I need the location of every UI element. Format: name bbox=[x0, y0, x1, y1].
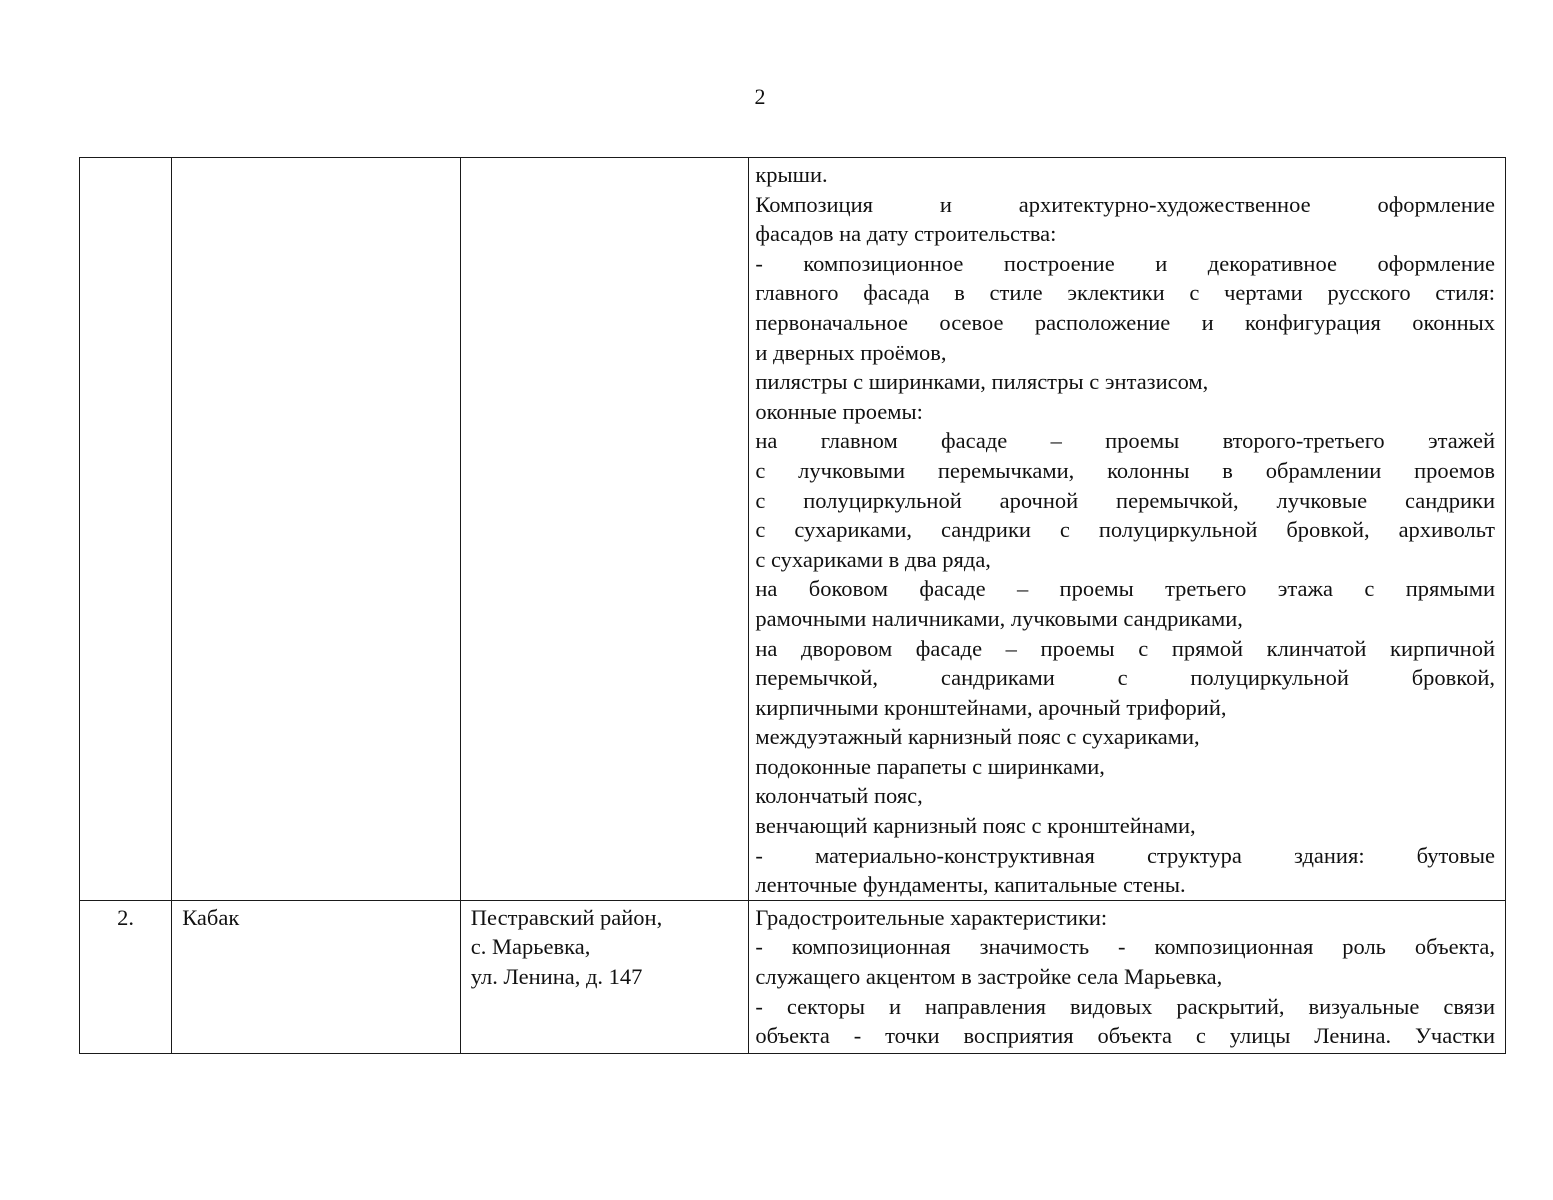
description-line: на боковом фасаде – проемы третьего этажа с прямыми bbox=[755, 576, 1495, 602]
description-line: на главном фасаде – проемы второго-третьего этажей bbox=[755, 428, 1495, 454]
row-number-cell: 2. bbox=[80, 900, 172, 1053]
address-line: ул. Ленина, д. 147 bbox=[470, 964, 643, 990]
description-line: крыши. bbox=[755, 162, 828, 187]
description-line: венчающий карнизный пояс с кронштейнами, bbox=[755, 813, 1196, 839]
address-cell bbox=[460, 158, 749, 901]
description-line: - секторы и направления видовых раскрытий, визуальные связи bbox=[755, 993, 1495, 1019]
table-row bbox=[80, 900, 1506, 1053]
description-line: колончатый пояс, bbox=[755, 783, 923, 809]
description-line: и дверных проёмов, bbox=[755, 339, 947, 365]
description-line: с лучковыми перемычками, колонны в обрамлении проемов bbox=[755, 457, 1495, 483]
row-number-cell bbox=[80, 158, 172, 901]
description-line: фасадов на дату строительства: bbox=[755, 221, 1057, 247]
description-line: ленточные фундаменты, капитальные стены. bbox=[755, 872, 1186, 898]
description-line: пилястры с ширинками, пилястры с энтазисом, bbox=[755, 369, 1209, 395]
table-row bbox=[80, 158, 1506, 901]
description-line: главного фасада в стиле эклектики с чертами русского стиля: bbox=[755, 280, 1495, 306]
description-line: с сухариками в два ряда, bbox=[755, 546, 991, 572]
description-line: подоконные парапеты с ширинками, bbox=[755, 753, 1105, 779]
description-line: Композиция и архитектурно-художественное оформление bbox=[755, 191, 1495, 217]
description-line: кирпичными кронштейнами, арочный трифорий, bbox=[755, 694, 1227, 720]
address-cell bbox=[460, 900, 749, 1053]
description-line: - материально-конструктивная структура здания: бутовые bbox=[755, 842, 1495, 868]
description-line: с сухариками, сандрики с полуциркульной бровкой, архивольт bbox=[755, 517, 1495, 543]
object-name-cell bbox=[172, 158, 461, 901]
object-name-cell: Кабак bbox=[172, 900, 461, 1053]
description-line: оконные проемы: bbox=[755, 398, 923, 424]
description-cell bbox=[749, 900, 1506, 1053]
description-line: рамочными наличниками, лучковыми сандриками, bbox=[755, 605, 1243, 631]
description-line: с полуциркульной арочной перемычкой, лучковые сандрики bbox=[755, 487, 1495, 513]
description-line: первоначальное осевое расположение и конфигурация оконных bbox=[755, 309, 1495, 335]
description-line: - композиционное построение и декоративное оформление bbox=[755, 250, 1495, 276]
address-line: с. Марьевка, bbox=[470, 934, 591, 960]
description-line: объекта - точки восприятия объекта с улицы Ленина. Участки bbox=[755, 1023, 1495, 1049]
description-line: перемычкой, сандриками с полуциркульной бровкой, bbox=[755, 665, 1495, 691]
description-cell bbox=[749, 158, 1506, 901]
description-line: на дворовом фасаде – проемы с прямой клинчатой кирпичной bbox=[755, 635, 1495, 661]
description-line: служащего акцентом в застройке села Марьевка, bbox=[755, 964, 1223, 990]
description-line: - композиционная значимость - композиционная роль объекта, bbox=[755, 934, 1495, 960]
page-number: 2 bbox=[754, 84, 766, 109]
description-line: междуэтажный карнизный пояс с сухариками, bbox=[755, 724, 1200, 750]
heritage-objects-table bbox=[79, 157, 1506, 1054]
description-line: Градостроительные характеристики: bbox=[755, 904, 1108, 930]
address-line: Пестравский район, bbox=[470, 904, 663, 930]
